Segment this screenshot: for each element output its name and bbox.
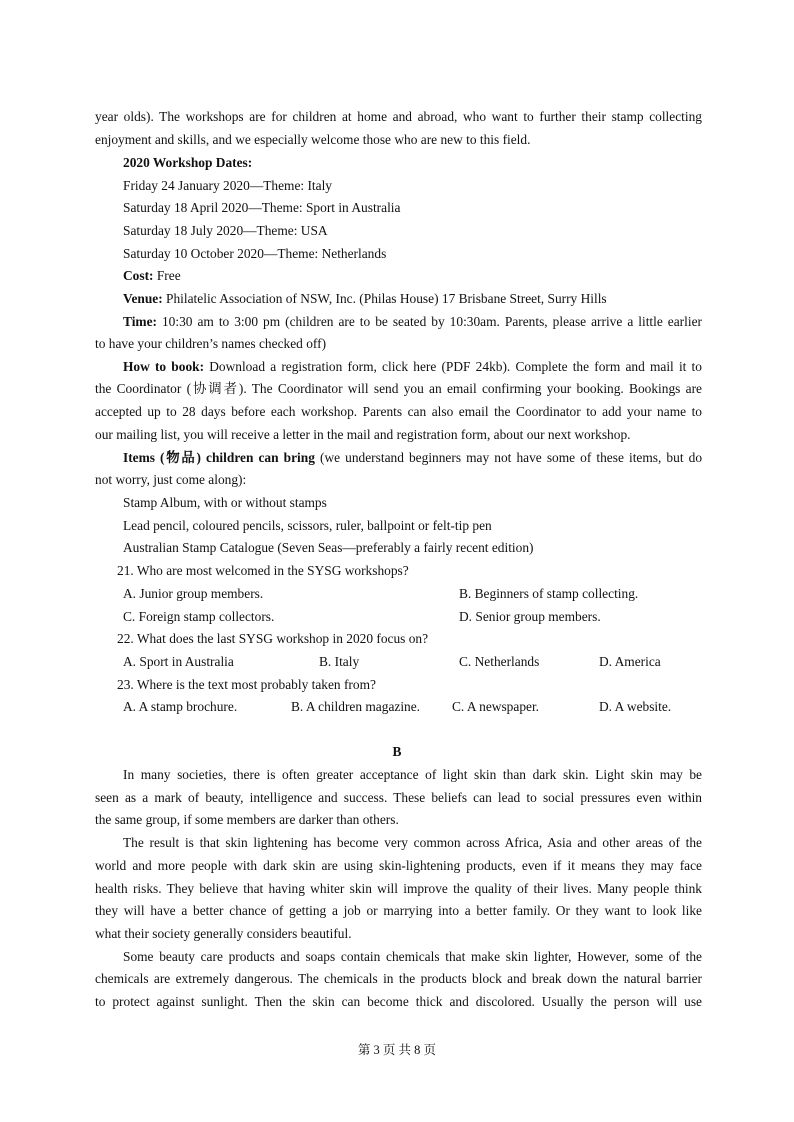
question-21-option-b: B. Beginners of stamp collecting. xyxy=(459,586,639,601)
passage-b-line: what their society generally considers beautiful. xyxy=(95,926,352,941)
items-label: Items (物品) children can bring xyxy=(123,450,315,465)
passage-b-line: In many societies, there is often greater acceptance of light skin than dark skin. Light skin may be xyxy=(123,767,702,782)
how-to-book-line-2: the Coordinator (协调者). The Coordinator will send you an email confirming your booking. Bookings are xyxy=(95,381,702,396)
passage-b-line: the same group, if some members are darker than others. xyxy=(95,812,399,827)
cost-label: Cost: xyxy=(123,268,154,283)
items-line-2: not worry, just come along): xyxy=(95,472,247,487)
how-to-book-line-4: our mailing list, you will receive a letter in the mail and registration form, about our next workshop. xyxy=(95,427,631,442)
question-22-option-a: A. Sport in Australia xyxy=(123,654,234,669)
question-23-option-a: A. A stamp brochure. xyxy=(123,699,238,714)
passage-a-intro-line1: year olds). The workshops are for children at home and abroad, who want to further their stamp collecting xyxy=(95,109,702,124)
question-21-option-d: D. Senior group members. xyxy=(459,609,601,624)
question-22-stem: 22. What does the last SYSG workshop in 2020 focus on? xyxy=(117,631,429,646)
passage-b-line: world and more people with dark skin are using skin-lightening products, even if it means they may face xyxy=(95,858,702,873)
items-line xyxy=(123,448,702,468)
passage-a-intro-line2: enjoyment and skills, and we especially welcome those who are new to this field. xyxy=(95,132,531,147)
item-entry: Stamp Album, with or without stamps xyxy=(123,495,327,510)
how-to-book-label: How to book: xyxy=(123,359,205,374)
how-to-book-line xyxy=(123,357,702,377)
question-21-stem: 21. Who are most welcomed in the SYSG workshops? xyxy=(117,563,409,578)
cost-line xyxy=(123,266,702,286)
question-23-stem: 23. Where is the text most probably taken from? xyxy=(117,677,376,692)
venue-line xyxy=(123,289,702,309)
time-line-2: to have your children’s names checked off) xyxy=(95,336,327,351)
workshop-date-item: Saturday 10 October 2020—Theme: Netherlands xyxy=(123,246,387,261)
page-number-footer: 第 3 页 共 8 页 xyxy=(357,1043,437,1057)
time-label: Time: xyxy=(123,314,157,329)
passage-b-line: health risks. They believe that having whiter skin will improve the quality of their lives. Many people think xyxy=(95,881,702,896)
workshop-dates-heading: 2020 Workshop Dates: xyxy=(123,155,253,170)
question-23-option-d: D. A website. xyxy=(599,699,672,714)
question-23-option-b: B. A children magazine. xyxy=(291,699,421,714)
items-text: (we understand beginners may not have some of these items, but do xyxy=(314,450,702,465)
how-to-book-line-3: accepted up to 28 days before each workshop. Parents can also email the Coordinator to add your name to xyxy=(95,404,702,419)
question-21-option-a: A. Junior group members. xyxy=(123,586,264,601)
time-line xyxy=(123,312,702,332)
cost-value: Free xyxy=(153,268,181,283)
passage-b-line: to protect against sunlight. Then the skin can become thick and discolored. Usually the person will use xyxy=(95,994,702,1009)
item-entry: Lead pencil, coloured pencils, scissors, ruler, ballpoint or felt-tip pen xyxy=(123,518,492,533)
workshop-date-item: Saturday 18 July 2020—Theme: USA xyxy=(123,223,328,238)
question-23-option-c: C. A newspaper. xyxy=(452,699,540,714)
passage-b-line: they will have a better chance of getting a job or marrying into a better family. Or they want to look like xyxy=(95,903,702,918)
how-to-book-text: Download a registration form, click here (PDF 24kb). Complete the form and mail it to xyxy=(204,359,702,374)
passage-b-line: chemicals are extremely dangerous. The chemicals in the products block and break down the natural barrier xyxy=(95,971,702,986)
question-22-option-b: B. Italy xyxy=(319,654,360,669)
workshop-date-item: Saturday 18 April 2020—Theme: Sport in Australia xyxy=(123,200,401,215)
time-value: 10:30 am to 3:00 pm (children are to be seated by 10:30am. Parents, please arrive a little earlier xyxy=(156,314,702,329)
question-22-option-c: C. Netherlands xyxy=(459,654,540,669)
venue-label: Venue: xyxy=(123,291,163,306)
question-22-option-d: D. America xyxy=(599,654,661,669)
venue-value: Philatelic Association of NSW, Inc. (Philas House) 17 Brisbane Street, Surry Hills xyxy=(162,291,607,306)
question-21-option-c: C. Foreign stamp collectors. xyxy=(123,609,275,624)
passage-b-line: seen as a mark of beauty, intelligence and success. These beliefs can lead to social pressures even within xyxy=(95,790,702,805)
workshop-date-item: Friday 24 January 2020—Theme: Italy xyxy=(123,178,332,193)
item-entry: Australian Stamp Catalogue (Seven Seas—preferably a fairly recent edition) xyxy=(123,540,534,555)
passage-b-line: Some beauty care products and soaps contain chemicals that make skin lighter, However, some of the xyxy=(123,949,702,964)
passage-b-heading: B xyxy=(392,744,402,759)
passage-b-line: The result is that skin lightening has become very common across Africa, Asia and other areas of the xyxy=(123,835,702,850)
